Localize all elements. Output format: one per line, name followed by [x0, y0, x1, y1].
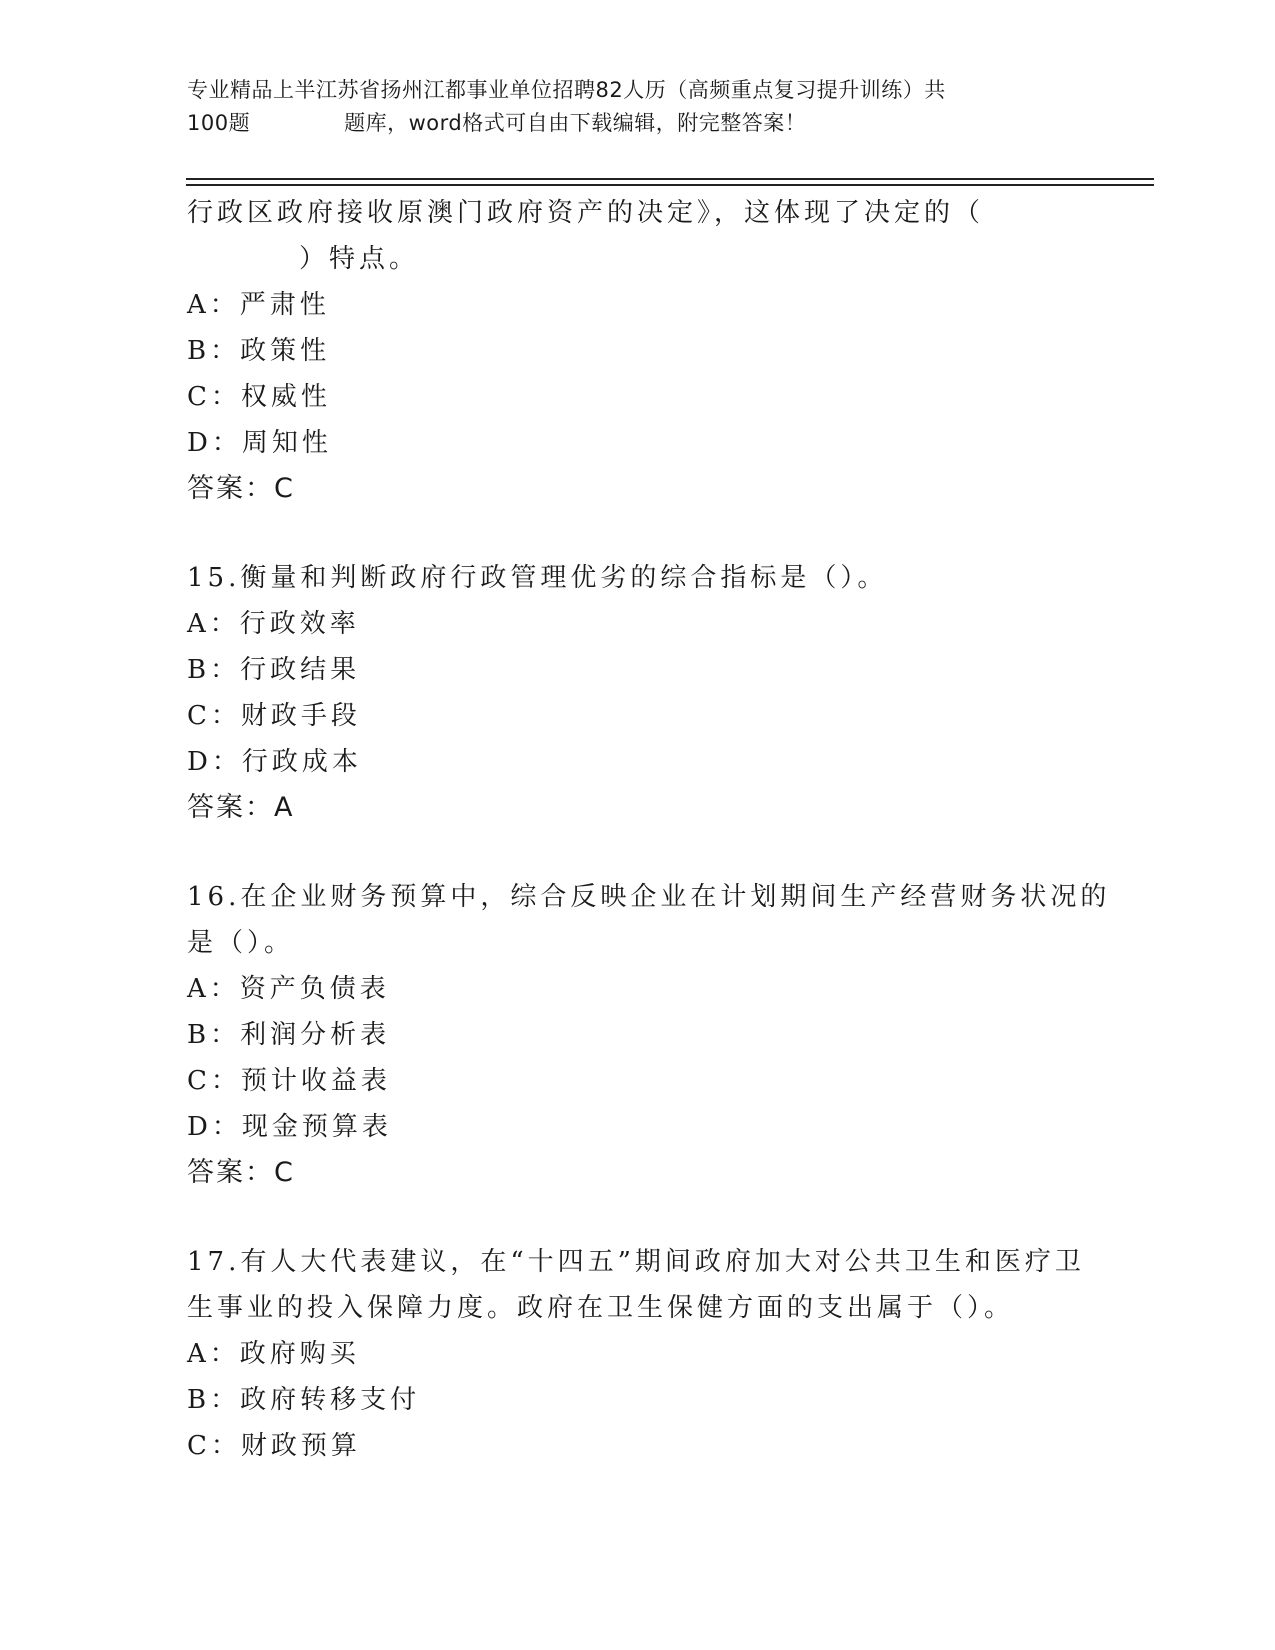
option-c: C：预计收益表: [187, 1066, 391, 1096]
option-a: A：资产负债表: [187, 974, 390, 1004]
option-a: A：严肃性: [187, 290, 330, 320]
header-subtitle: 题库，word格式可自由下载编辑，附完整答案！: [344, 111, 807, 135]
question-text: 行政区政府接收原澳门政府资产的决定》，这体现了决定的（: [187, 198, 985, 228]
question-text: 17.有人大代表建议，在“十四五”期间政府加大对公共卫生和医疗卫: [187, 1247, 1085, 1277]
option-c: C：权威性: [187, 382, 331, 412]
question-15: [187, 555, 1087, 831]
header-divider-top: [186, 178, 1154, 180]
option-c: C：财政手段: [187, 701, 361, 731]
option-b: B：行政结果: [187, 655, 361, 685]
answer: 答案：C: [187, 473, 295, 504]
header-title-line2: [187, 107, 1087, 140]
option-a: A：政府购买: [187, 1339, 360, 1369]
header-title-line1: 专业精品上半江苏省扬州江都事业单位招聘82人历（高频重点复习提升训练）共: [187, 78, 946, 102]
header-question-count: 100题: [187, 111, 251, 135]
question-text: 16.在企业财务预算中，综合反映企业在计划期间生产经营财务状况的: [187, 882, 1111, 912]
question-14: [187, 190, 1087, 512]
answer: 答案：A: [187, 792, 295, 823]
option-b: B：政策性: [187, 336, 331, 366]
option-d: D：现金预算表: [187, 1112, 392, 1142]
question-text: ）特点。: [299, 244, 420, 274]
header-divider-bottom: [186, 184, 1154, 186]
option-c: C：财政预算: [187, 1431, 361, 1461]
question-17: [187, 1239, 1087, 1469]
answer: 答案：C: [187, 1157, 295, 1188]
question-16: [187, 874, 1111, 1196]
option-d: D：行政成本: [187, 747, 362, 777]
option-d: D：周知性: [187, 428, 332, 458]
question-text: 生事业的投入保障力度。政府在卫生保健方面的支出属于（）。: [187, 1293, 1015, 1323]
page-header: [187, 74, 1087, 140]
option-b: B：利润分析表: [187, 1020, 391, 1050]
option-b: B：政府转移支付: [187, 1385, 421, 1415]
option-a: A：行政效率: [187, 609, 360, 639]
question-list: [187, 190, 1111, 1469]
question-text: 是（）。: [187, 928, 295, 958]
question-text: 15.衡量和判断政府行政管理优劣的综合指标是（）。: [187, 563, 888, 593]
